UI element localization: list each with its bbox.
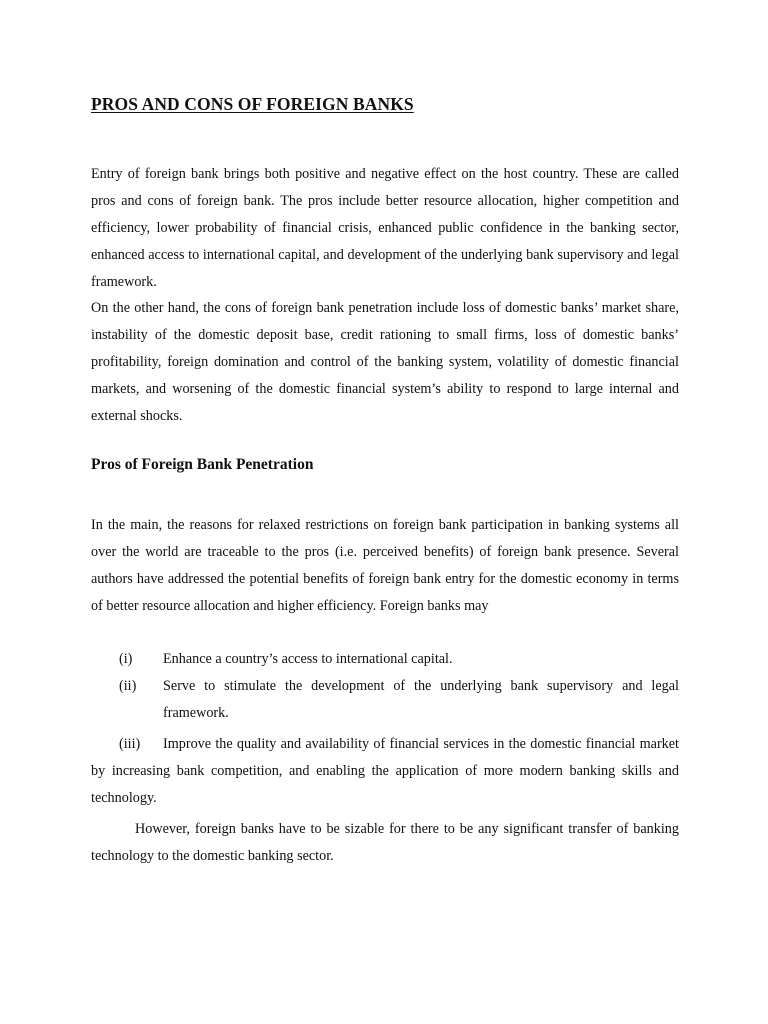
pros-paragraph: In the main, the reasons for relaxed restrictions on foreign bank participation in banking systems all over the world are traceable to the pros (i.e. perceived benefits) of foreign bank presence. Several authors have addressed the potential benefits of foreign bank entry for the domestic economy in terms of better resource allocation and higher efficiency. Foreign banks may xyxy=(91,517,679,614)
list-item-number: (iii) xyxy=(119,736,141,752)
list-item-number: (i) xyxy=(119,651,133,667)
page-title: PROS AND CONS OF FOREIGN BANKS xyxy=(91,94,414,114)
intro-paragraph: Entry of foreign bank brings both positive and negative effect on the host country. These are called pros and cons of foreign bank. The pros include better resource allocation, higher competition and efficiency, lower probability of financial crisis, enhanced public confidence in the banking sector, enhanced access to international capital, and development of the underlying bank supervisory and legal framework. xyxy=(91,166,679,290)
list-item-text: Enhance a country’s access to international capital. xyxy=(163,651,453,667)
list-item-text: Serve to stimulate the development of the underlying bank supervisory and legal framework. xyxy=(163,678,679,721)
list-item-number: (ii) xyxy=(119,678,137,694)
list-item xyxy=(91,731,679,812)
list-item-text: Improve the quality and availability of financial services in the domestic financial market by increasing bank competition, and enabling the application of more modern banking skills and technology. xyxy=(91,736,679,806)
list-item xyxy=(119,673,679,727)
closing-paragraph: However, foreign banks have to be sizable for there to be any significant transfer of banking technology to the domestic banking sector. xyxy=(91,821,679,864)
section-heading: Pros of Foreign Bank Penetration xyxy=(91,456,314,473)
cons-paragraph: On the other hand, the cons of foreign bank penetration include loss of domestic banks’ market share, instability of the domestic deposit base, credit rationing to small firms, loss of domestic banks’ profitability, foreign domination and control of the banking system, volatility of domestic financial markets, and worsening of the domestic financial system’s ability to respond to large internal and external shocks. xyxy=(91,300,679,424)
list-item xyxy=(119,646,679,673)
